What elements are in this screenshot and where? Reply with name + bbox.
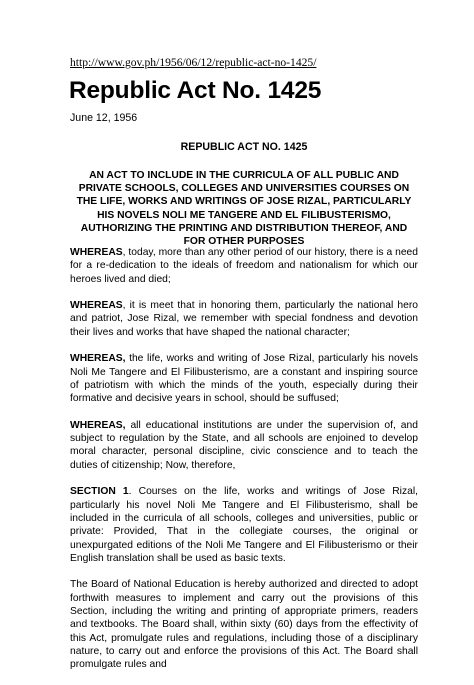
clause-lead: SECTION 1	[70, 486, 129, 498]
act-subject: AN ACT TO INCLUDE IN THE CURRICULA OF ALL PUBLIC AND PRIVATE SCHOOLS, COLLEGES AND UNIVERSITIES COURSES ON THE LIFE, WORKS AND WRITINGS OF JOSE RIZAL, PARTICULARLY HIS NOVELS NOLI ME TANGERE AND EL FILIBUSTERISMO, AUTHORIZING THE PRINTING AND DISTRIBUTION THEREOF, AND FOR OTHER PURPOSES	[76, 170, 412, 248]
clause-lead: WHEREAS	[70, 247, 123, 258]
clause-text: all educational institutions are under the supervision of, and subject to regulation by the State, and all schools are enjoined to develop moral character, personal discipline, civic conscience and to teach the duties of citizenship; Now, therefore,	[70, 419, 418, 471]
clause-lead: WHEREAS,	[70, 419, 126, 431]
clause-text: . Courses on the life, works and writings of Jose Rizal, particularly his novel Noli Me Tangere and El Filibusterismo, shall be included in the curricula of all schools, colleges and universities, public or private: Provided, That in the collegiate courses, the original or unexpurgated editions of the Noli Me Tangere and El Filibusterismo or their English translation shall be used as basic texts.	[70, 486, 418, 564]
clause-text: , it is meet that in honoring them, particularly the national hero and patriot, Jose Rizal, we remember with special fondness and devotion their lives and works that have shaped the national character;	[70, 300, 418, 338]
act-heading: REPUBLIC ACT NO. 1425	[180, 141, 308, 153]
clause-paragraph	[70, 419, 418, 472]
clause-text: The Board of National Education is hereby authorized and directed to adopt forthwith measures to implement and carry out the provisions of this Section, including the writing and printing of appropriate primers, readers and textbooks. The Board shall, within sixty (60) days from the effectivity of this Act, promulgate rules and regulations, including those of a disciplinary nature, to carry out and enforce the provisions of this Act. The Board shall promulgate rules and	[70, 579, 418, 671]
page-title: Republic Act No. 1425	[69, 77, 322, 104]
clause-paragraph	[70, 578, 418, 671]
clause-lead: WHEREAS,	[70, 353, 126, 365]
clause-paragraph	[70, 485, 418, 565]
clause-text: the life, works and writing of Jose Rizal, particularly his novels Noli Me Tangere and El Filibusterismo, are a constant and inspiring source of patriotism with which the minds of the youth, especially during their formative and decisive years in school, should be suffused;	[70, 353, 418, 405]
clause-paragraph	[70, 299, 418, 339]
clause-paragraph	[70, 352, 418, 405]
source-url-link[interactable]: http://www.gov.ph/1956/06/12/republic-act-no-1425/	[70, 56, 317, 69]
act-date: June 12, 1956	[70, 112, 138, 124]
clause-paragraph	[70, 246, 418, 286]
clauses	[70, 246, 418, 685]
clause-text: , today, more than any other period of our history, there is a need for a re-dedication to the ideals of freedom and nationalism for which our heroes lived and died;	[70, 247, 418, 285]
clause-lead: WHEREAS	[70, 300, 123, 312]
